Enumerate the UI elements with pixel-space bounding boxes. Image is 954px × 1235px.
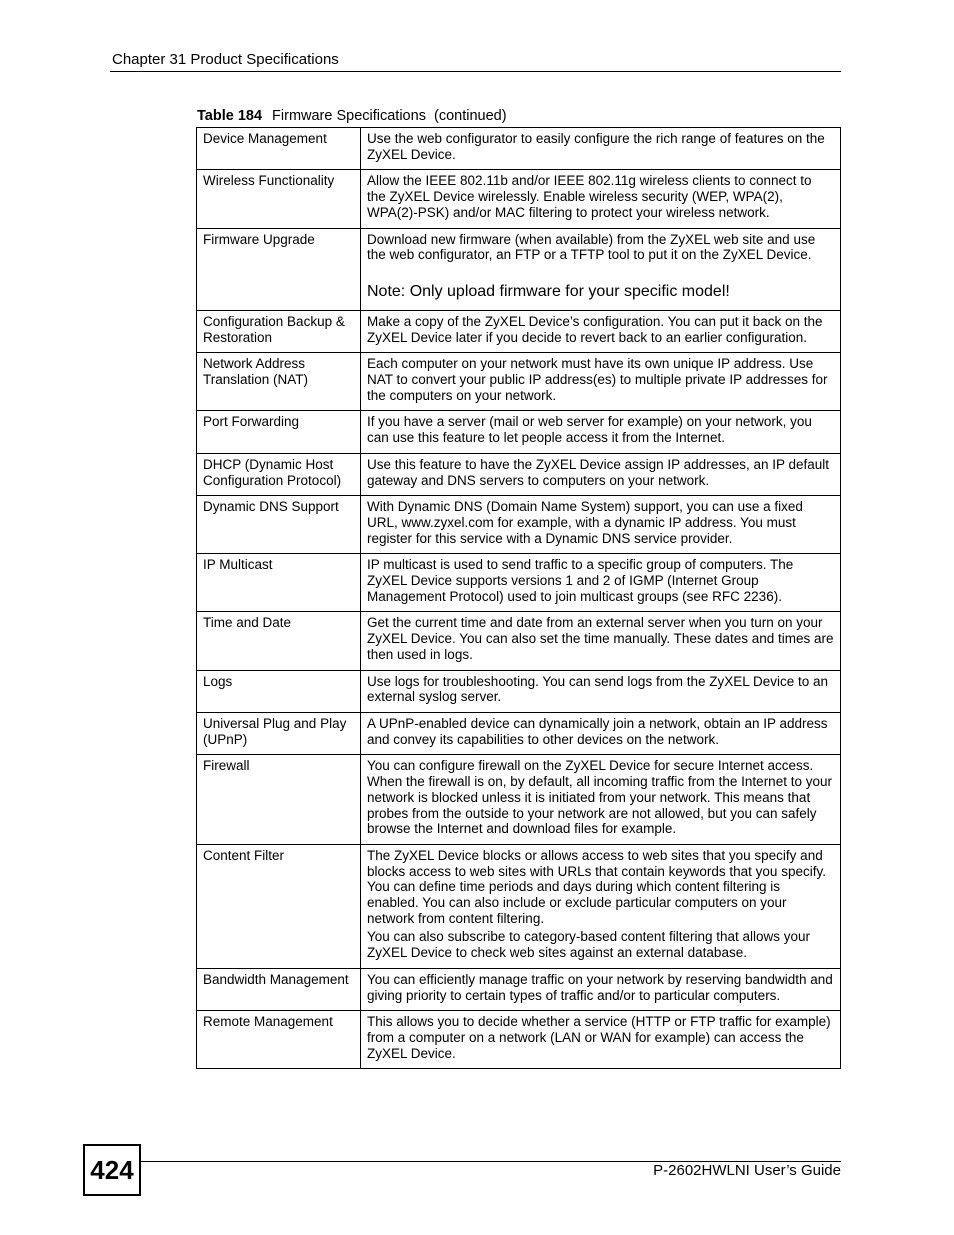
table-row: [197, 411, 841, 453]
table-row: [197, 755, 841, 845]
feature-cell: Firewall: [197, 755, 361, 845]
table-title: Firmware Specifications: [272, 108, 426, 124]
feature-cell: IP Multicast: [197, 554, 361, 612]
table-row: [197, 554, 841, 612]
table-label: Table 184: [197, 108, 263, 124]
firmware-note: Note: Only upload firmware for your specific model!: [367, 282, 730, 300]
table-row: [197, 310, 841, 352]
description-text: Use this feature to have the ZyXEL Device assign IP addresses, an IP default gateway and DNS servers to computers on your network.: [367, 456, 830, 488]
table-row: [197, 170, 841, 228]
description-cell: [361, 228, 841, 310]
table-continued: (continued): [433, 108, 507, 124]
firmware-specifications-table: [196, 127, 841, 1069]
description-text: You can efficiently manage traffic on your network by reserving bandwidth and giving priority to certain types of traffic and/or to particular computers.: [367, 971, 833, 1003]
table-row: [197, 128, 841, 170]
description-text: A UPnP-enabled device can dynamically join a network, obtain an IP address and convey its capabilities to other devices on the network.: [367, 715, 828, 747]
feature-cell: Remote Management: [197, 1011, 361, 1069]
header-divider: [110, 71, 841, 72]
page-number: 424: [83, 1144, 141, 1196]
table-row: [197, 712, 841, 754]
feature-cell: Logs: [197, 670, 361, 712]
description-cell: [361, 968, 841, 1010]
table-row: [197, 353, 841, 411]
feature-cell: Port Forwarding: [197, 411, 361, 453]
feature-cell: DHCP (Dynamic Host Configuration Protocol): [197, 453, 361, 495]
description-text: Get the current time and date from an external server when you turn on your ZyXEL Device. You can also set the time manually. These dates and times are then used in logs.: [367, 615, 834, 662]
description-text: With Dynamic DNS (Domain Name System) support, you can use a fixed URL, www.zyxel.com for example, with a dynamic IP address. You must register for this service with a Dynamic DNS service provider.: [367, 499, 803, 546]
guide-title: P-2602HWLNI User’s Guide: [653, 1162, 841, 1179]
description-cell: [361, 612, 841, 670]
table-row: [197, 670, 841, 712]
description-text: If you have a server (mail or web server for example) on your network, you can use this feature to let people access it from the Internet.: [367, 414, 812, 446]
description-text: Each computer on your network must have its own unique IP address. Use NAT to convert your public IP address(es) to multiple private IP addresses for the computers on your network.: [367, 356, 828, 403]
description-cell: [361, 453, 841, 495]
description-text: Use the web configurator to easily configure the rich range of features on the ZyXEL Device.: [367, 131, 825, 162]
description-cell: [361, 496, 841, 554]
description-cell: [361, 554, 841, 612]
feature-cell: Universal Plug and Play (UPnP): [197, 712, 361, 754]
feature-cell: Configuration Backup & Restoration: [197, 310, 361, 352]
table-row: [197, 844, 841, 968]
description-text: Allow the IEEE 802.11b and/or IEEE 802.11g wireless clients to connect to the ZyXEL Device wirelessly. Enable wireless security (WEP, WPA(2), WPA(2)-PSK) and/or MAC filtering to protect your wireless network.: [367, 173, 812, 220]
description-cell: [361, 128, 841, 170]
table-row: [197, 496, 841, 554]
description-text: You can also subscribe to category-based content filtering that allows your ZyXEL Device to check web sites against an external database.: [367, 929, 811, 961]
description-cell: [361, 712, 841, 754]
description-cell: [361, 1011, 841, 1069]
feature-cell: Firmware Upgrade: [197, 228, 361, 310]
feature-cell: Dynamic DNS Support: [197, 496, 361, 554]
description-cell: [361, 755, 841, 845]
description-cell: [361, 353, 841, 411]
description-cell: [361, 170, 841, 228]
table-row: [197, 968, 841, 1010]
table-caption: [197, 107, 507, 125]
description-text: Download new firmware (when available) from the ZyXEL web site and use the web configurator, an FTP or a TFTP tool to put it on the ZyXEL Device.: [367, 231, 816, 263]
description-cell: [361, 310, 841, 352]
description-text: Make a copy of the ZyXEL Device’s configuration. You can put it back on the ZyXEL Device later if you decide to revert back to an earlier configuration.: [367, 313, 823, 345]
description-text: Use logs for troubleshooting. You can send logs from the ZyXEL Device to an external syslog server.: [367, 673, 829, 705]
table-row: [197, 228, 841, 310]
feature-cell: Bandwidth Management: [197, 968, 361, 1010]
chapter-header: Chapter 31 Product Specifications: [112, 51, 339, 68]
description-cell: [361, 411, 841, 453]
feature-cell: Content Filter: [197, 844, 361, 968]
description-text: This allows you to decide whether a service (HTTP or FTP traffic for example) from a computer on a network (LAN or WAN for example) can access the ZyXEL Device.: [367, 1014, 831, 1061]
description-text: IP multicast is used to send traffic to a specific group of computers. The ZyXEL Device supports versions 1 and 2 of IGMP (Internet Group Management Protocol) used to join multicast groups (see RFC 2236).: [367, 557, 794, 604]
description-cell: [361, 670, 841, 712]
feature-cell: Network Address Translation (NAT): [197, 353, 361, 411]
feature-cell: Time and Date: [197, 612, 361, 670]
table-row: [197, 612, 841, 670]
table-row: [197, 453, 841, 495]
description-cell: [361, 844, 841, 968]
feature-cell: Device Management: [197, 128, 361, 170]
table-row: [197, 1011, 841, 1069]
description-text: The ZyXEL Device blocks or allows access to web sites that you specify and blocks access to web sites with URLs that contain keywords that you specify. You can define time periods and days during which content filtering is enabled. You can also include or exclude particular computers on your network from content filtering.: [367, 847, 826, 926]
description-text: You can configure firewall on the ZyXEL Device for secure Internet access. When the firewall is on, by default, all incoming traffic from the Internet to your network is blocked unless it is initiated from your network. This means that probes from the outside to your network are not allowed, but you can safely browse the Internet and download files for example.: [367, 758, 832, 837]
feature-cell: Wireless Functionality: [197, 170, 361, 228]
